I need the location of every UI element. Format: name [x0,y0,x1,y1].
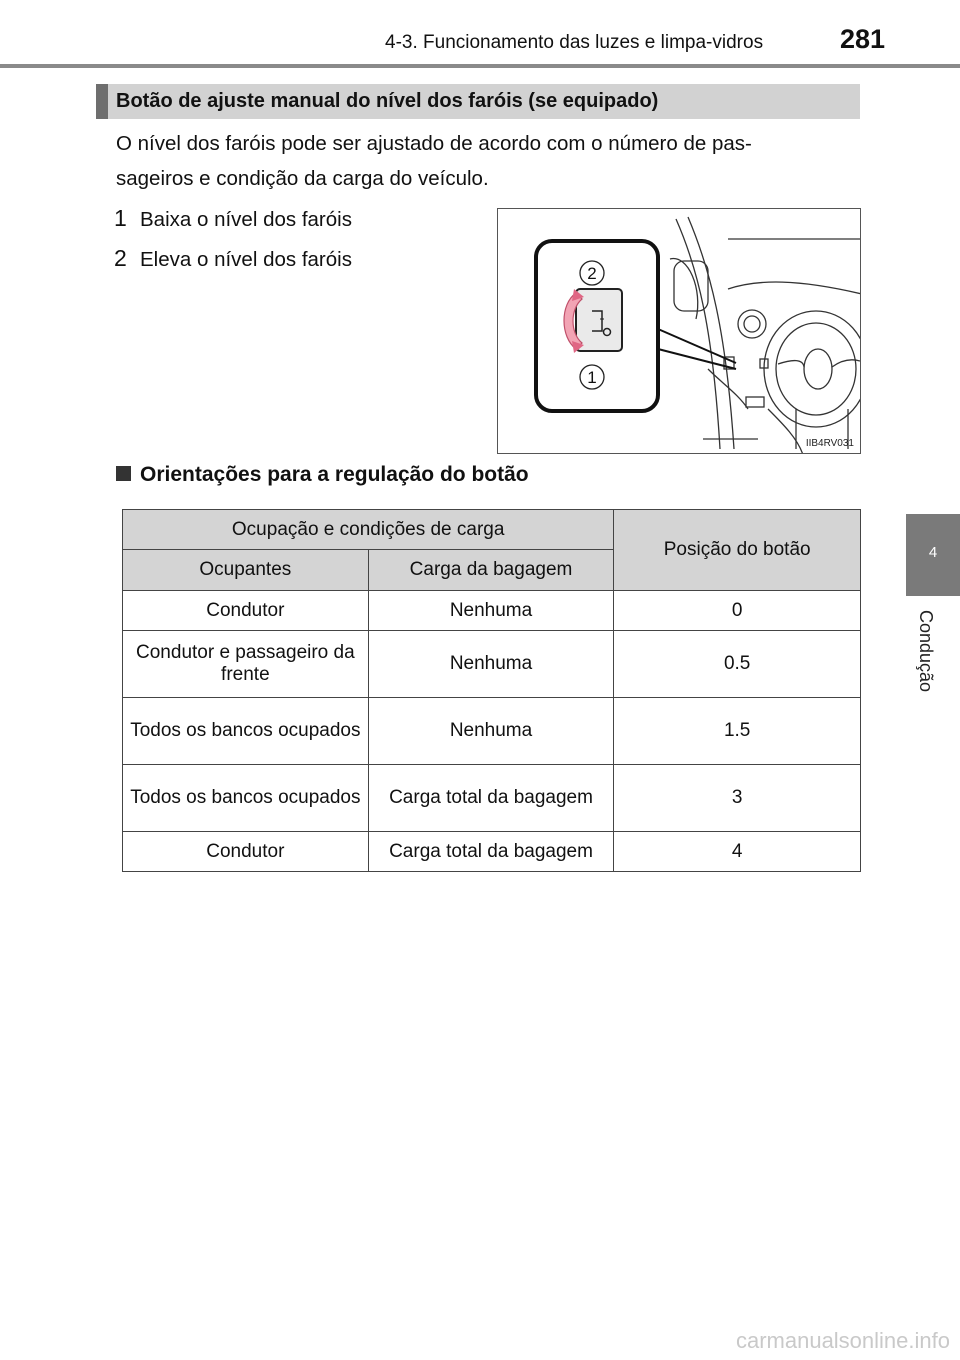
dashboard-illustration-drawing [498,209,861,454]
header-divider [0,64,960,68]
watermark: carmanualsonline.info [735,1328,950,1353]
cell-luggage: Nenhuma [368,591,614,631]
cell-position: 4 [614,832,861,872]
chapter-tab[interactable] [906,514,960,596]
page-number: 281 [840,24,886,54]
header-section-title: 4-3. Funcionamento das luzes e limpa-vidros [385,32,764,53]
table-row [123,765,861,832]
cell-luggage: Nenhuma [368,698,614,765]
intro-line-1: O nível dos faróis pode ser ajustado de acordo com o número de pas- [116,132,752,155]
svg-text:2: 2 [114,245,127,270]
chapter-tab-label: Condução [916,610,936,693]
cell-luggage: Nenhuma [368,631,614,698]
cell-occupants: Condutor [123,591,369,631]
svg-text:1: 1 [114,205,127,230]
cell-luggage: Carga total da bagagem [368,765,614,832]
table-row [123,832,861,872]
cell-position: 0.5 [614,631,861,698]
table-header-group: Ocupação e condições de carga [123,510,614,550]
table-header-occupants: Ocupantes [123,550,369,591]
cell-occupants: Condutor [123,832,369,872]
subsection-title: Orientações para a regulação do botão [140,463,529,486]
cell-position: 3 [614,765,861,832]
square-bullet-icon [116,466,131,481]
cell-occupants: Todos os bancos ocupados [123,765,369,832]
table-header-luggage: Carga da bagagem [368,550,614,591]
cell-position: 1.5 [614,698,861,765]
table-row [123,591,861,631]
svg-text:1: 1 [587,368,597,387]
step-number-1-icon [110,204,134,230]
chapter-tab-number: 4 [928,544,938,561]
subsection-heading [116,463,529,487]
intro-line-2: sageiros e condição da carga do veículo. [116,167,489,190]
dashboard-illustration [497,208,861,454]
table-header-position: Posição do botão [614,510,861,591]
svg-text:2: 2 [587,264,597,283]
cell-position: 0 [614,591,861,631]
table-row [123,698,861,765]
step-item-2 [110,244,352,272]
cell-luggage: Carga total da bagagem [368,832,614,872]
intro-paragraph [116,126,866,196]
step-number-2-icon [110,244,134,270]
table-row [123,631,861,698]
step-text-2: Eleva o nível dos faróis [140,248,352,271]
section-title: Botão de ajuste manual do nível dos faróis (se equipado) [116,90,659,112]
step-item-1 [110,204,352,232]
adjustment-table [122,509,861,872]
step-text-1: Baixa o nível dos faróis [140,208,352,231]
figure-code: IIB4RV031 [805,438,854,449]
cell-occupants: Condutor e passageiro da frente [123,631,369,698]
cell-occupants: Todos os bancos ocupados [123,698,369,765]
